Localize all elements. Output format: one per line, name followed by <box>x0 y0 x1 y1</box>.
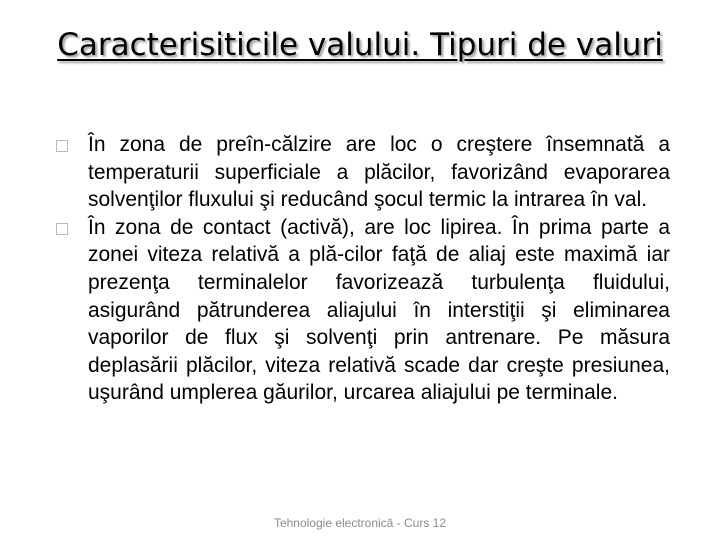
bullet-text: În zona de contact (activă), are loc lipirea. În prima parte a zonei viteza relativă a plă-cilor faţă de aliaj este maximă iar prezenţa terminalelor favorizează turbulenţa fluidului, asigurând pătrunderea aliajului în interstiţii şi eliminarea vaporilor de flux şi solvenţi prin antrenare. Pe măsura deplasării plăcilor, viteza relativă scade dar creşte presiunea, uşurând umplerea găurilor, urcarea aliajului pe terminale. <box>88 215 670 405</box>
square-bullet-icon <box>56 223 68 235</box>
square-bullet-icon <box>56 140 68 152</box>
bullet-item <box>56 214 670 407</box>
bullet-list <box>56 131 670 407</box>
bullet-item <box>56 131 670 214</box>
slide-title: Caracterisiticile valului. Tipuri de valuri <box>57 27 663 63</box>
slide-footer: Tehnologie electronică - Curs 12 <box>273 516 447 530</box>
bullet-text: În zona de preîn-călzire are loc o creştere însemnată a temperaturii superficiale a plăcilor, favorizând evaporarea solvenţilor fluxului şi reducând şocul termic la intrarea în val. <box>88 133 670 212</box>
